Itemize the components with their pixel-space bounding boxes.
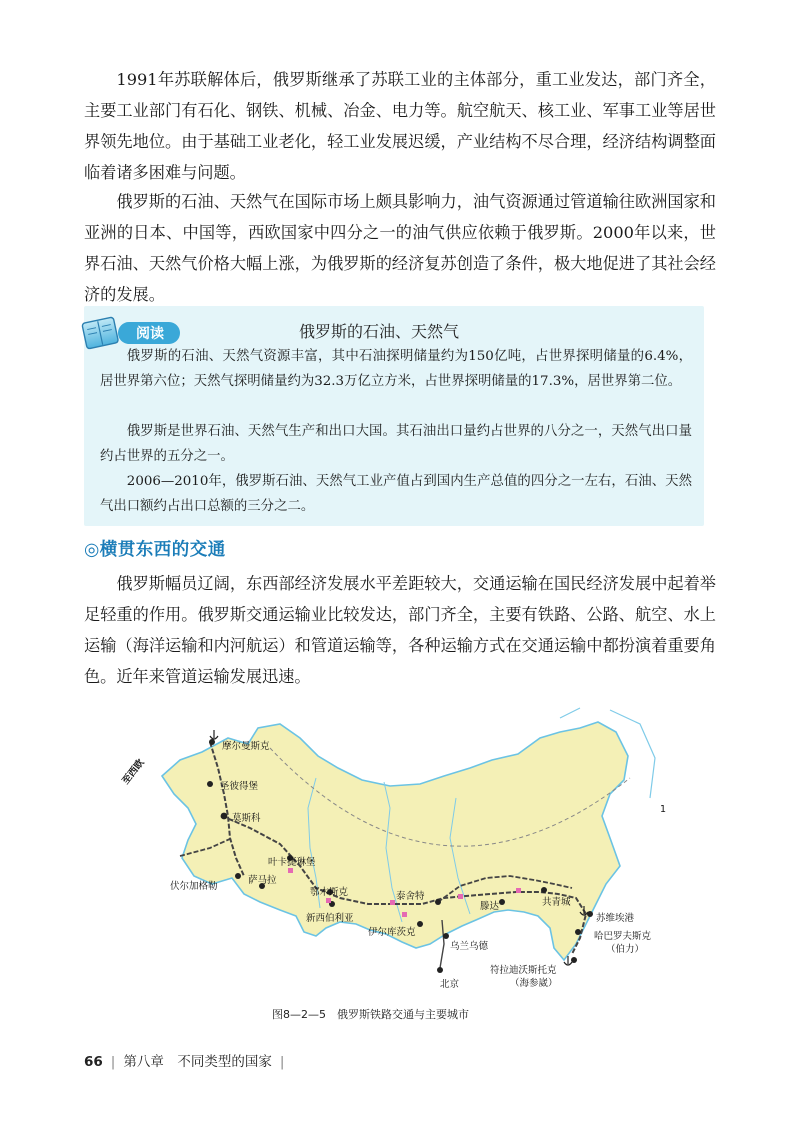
map-graphic [140,698,670,993]
chapter-title: 第八章 不同类型的国家 [123,1054,272,1070]
map-label-tayshet: 泰舍特 [396,891,425,902]
map-label-sovetskaya-gavan: 苏维埃港 [596,913,635,924]
map-label-vladivostok: 符拉迪沃斯托克 [490,965,557,976]
map-label-haishenwai: （海参崴） [510,978,558,989]
map-label-omsk: 鄂木斯克 [310,887,349,898]
reading-paragraph-exports: 俄罗斯是世界石油、天然气生产和出口大国。其石油出口量约占世界的八分之一，天然气出口量约占世界的五分之一。 [100,424,692,464]
map-label-beijing: 北京 [440,979,460,990]
map-label-marker: 1 [660,804,667,815]
reading-paragraph-reserves: 俄罗斯的石油、天然气资源丰富，其中石油探明储量约为150亿吨，占世界探明储量的6.4%，居世界第六位；天然气探明储量约为32.3万亿立方米，占世界探明储量的17.3%，居世界第二位。 [100,349,692,389]
map-label-komsomolsk: 共青城 [542,897,571,908]
map-label-to-west-europe: 至西欧 [120,757,147,787]
map-label-samara: 萨马拉 [248,875,277,886]
reading-badge-label: 阅读 [136,326,164,342]
map-label-irkutsk: 伊尔库茨克 [368,927,416,938]
paragraph-oil-gas: 俄罗斯的石油、天然气在国际市场上颇具影响力，油气资源通过管道输往欧洲国家和亚洲的日本、中国等，西欧国家中四分之一的油气供应依赖于俄罗斯。2000年以来，世界石油、天然气价格大幅上涨，为俄罗斯的经济复苏创造了条件，极大地促进了其社会经济的发展。 [84,192,716,304]
map-label-novosibirsk: 新西伯利亚 [306,913,354,924]
map-label-boli-note: （伯力） [606,944,645,955]
russia-railway-map [120,698,670,993]
map-label-volgograd: 伏尔加格勒 [170,881,218,892]
map-label-khabarovsk: 哈巴罗夫斯克 [594,931,652,942]
page-footer [84,1050,292,1070]
map-label-ulan-ude: 乌兰乌德 [450,941,489,952]
map-label-st-petersburg: 圣彼得堡 [220,781,259,792]
paragraph-industry: 1991年苏联解体后，俄罗斯继承了苏联工业的主体部分，重工业发达，部门齐全，主要工业部门有石化、钢铁、机械、冶金、电力等。航空航天、核工业、军事工业等居世界领先地位。由于基础工业老化，轻工业发展迟缓，产业结构不尽合理，经济结构调整面临着诸多困难与问题。 [84,70,716,182]
reading-box [84,306,704,526]
section-heading: ◎横贯东西的交通 [84,540,226,560]
paragraph-transport: 俄罗斯幅员辽阔，东西部经济发展水平差距较大，交通运输在国民经济发展中起着举足轻重的作用。俄罗斯交通运输业比较发达，部门齐全，主要有铁路、公路、航空、水上运输（海洋运输和内河航运）和管道运输等，各种运输方式在交通运输中都扮演着重要角色。近年来管道运输发展迅速。 [84,574,716,686]
reading-title: 俄罗斯的石油、天然气 [299,322,460,341]
footer-separator: | [110,1054,116,1070]
map-label-yekaterinburg: 叶卡捷琳堡 [268,857,316,868]
figure-caption: 图8—2—5 俄罗斯铁路交通与主要城市 [272,1008,469,1021]
page-number: 66 [84,1054,103,1070]
footer-separator-end: | [279,1054,285,1070]
map-label-tynda: 滕达 [480,901,500,912]
map-label-moscow: 莫斯科 [232,813,261,824]
reading-paragraph-gdp: 2006—2010年，俄罗斯石油、天然气工业产值占到国内生产总值的四分之一左右，石油、天然气出口额约占出口总额的三分之二。 [100,474,692,514]
map-label-murmansk: 摩尔曼斯克 [222,741,270,752]
